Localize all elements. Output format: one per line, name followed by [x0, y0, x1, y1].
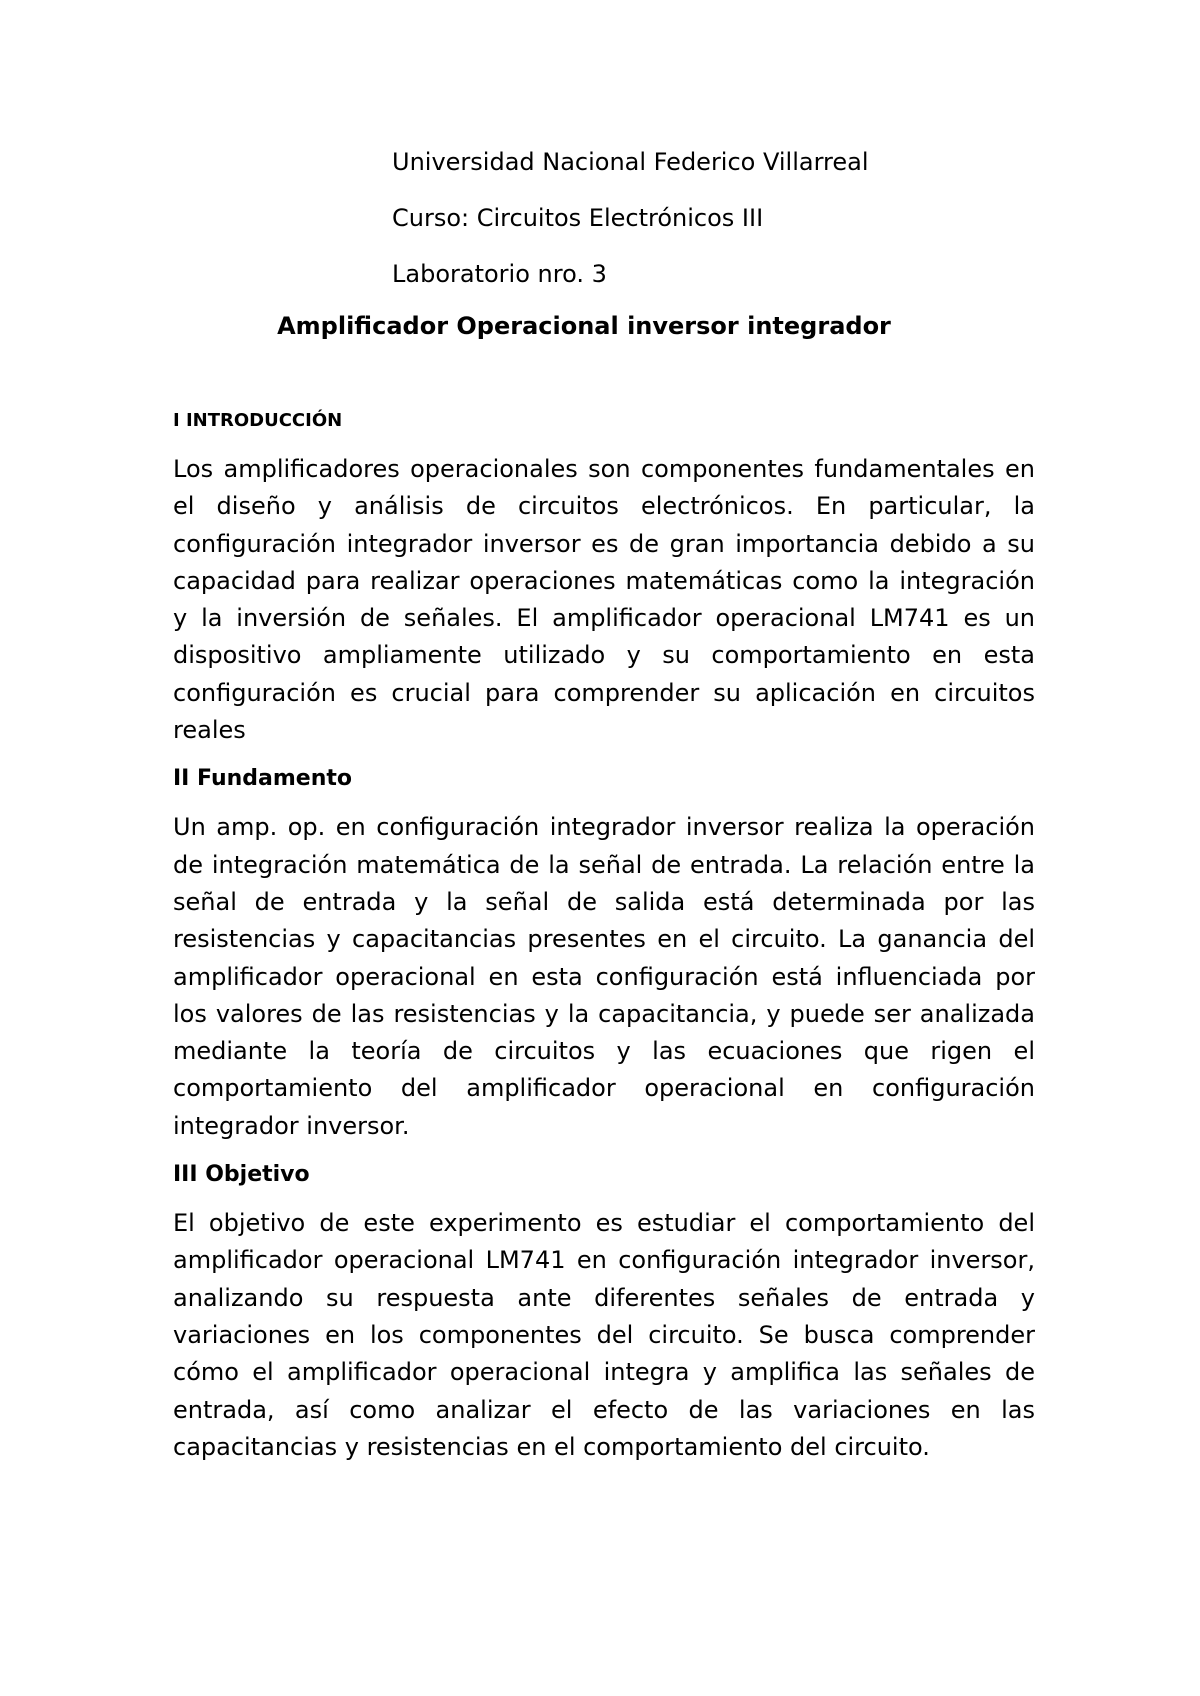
section-paragraph-introduccion: Los amplificadores operacionales son componentes fundamentales en el diseño y análisis de circuitos electrónicos. En particular, la configuración integrador inversor es de gran importancia debido a su capacidad para realizar operaciones matemáticas como la integración y la inversión de señales. El amplificador operacional LM741 es un dispositivo ampliamente utilizado y su comportamiento en esta configuración es crucial para comprender su aplicación en circuitos reales — [173, 455, 1035, 745]
section-paragraph-objetivo: El objetivo de este experimento es estudiar el comportamiento del amplificador operacional LM741 en configuración integrador inversor, analizando su respuesta ante diferentes señales de entrada y variaciones en los componentes del circuito. Se busca comprender cómo el amplificador operacional integra y amplifica las señales de entrada, así como analizar el efecto de las variaciones en las capacitancias y resistencias en el comportamiento del circuito. — [173, 1209, 1035, 1461]
section-heading-objetivo: III Objetivo — [173, 1162, 310, 1188]
document-title: Amplificador Operacional inversor integrador — [277, 312, 891, 340]
section-paragraph-fundamento: Un amp. op. en configuración integrador inversor realiza la operación de integración matemática de la señal de entrada. La relación entre la señal de entrada y la señal de salida está determinada por las resistencias y capacitancias presentes en el circuito. La ganancia del amplificador operacional en esta configuración está influenciada por los valores de las resistencias y la capacitancia, y puede ser analizada mediante la teoría de circuitos y las ecuaciones que rigen el comportamiento del amplificador operacional en configuración integrador inversor. — [173, 813, 1035, 1140]
section-heading-introduccion: I INTRODUCCIÓN — [173, 410, 343, 431]
university-name: Universidad Nacional Federico Villarreal — [392, 148, 869, 176]
document-body — [173, 408, 1035, 1466]
section-heading-fundamento: II Fundamento — [173, 766, 353, 792]
lab-number: Laboratorio nro. 3 — [392, 260, 607, 288]
course-name: Curso: Circuitos Electrónicos III — [392, 204, 764, 232]
